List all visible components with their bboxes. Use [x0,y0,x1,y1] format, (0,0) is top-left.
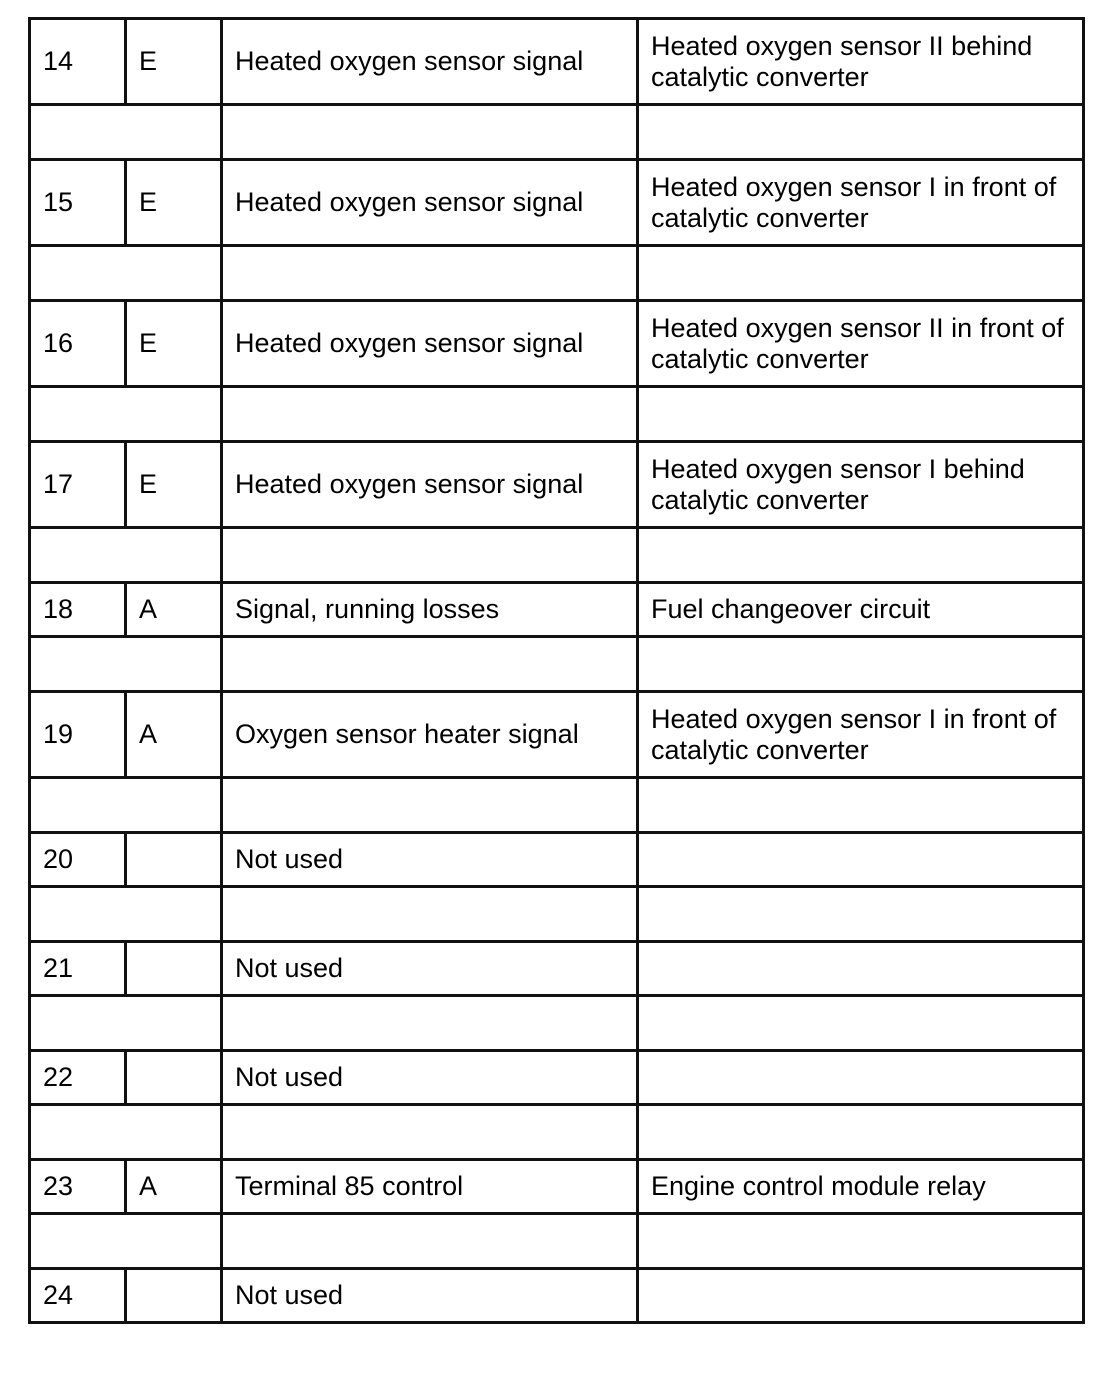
component-description-cell: Fuel changeover circuit [638,583,1084,637]
spacer-cell-description [638,887,1084,942]
spacer-cell-pin [30,528,222,583]
signal-function-cell: Heated oxygen sensor signal [222,160,638,246]
signal-direction-cell: E [126,19,222,105]
spacer-cell-function [222,246,638,301]
spacer-cell-description [638,528,1084,583]
pin-number-cell: 23 [30,1160,126,1214]
signal-function-cell: Not used [222,1051,638,1105]
component-description-cell: Heated oxygen sensor I behind catalytic converter [638,442,1084,528]
spacer-cell-function [222,387,638,442]
spacer-row [30,887,1084,942]
spacer-row [30,996,1084,1051]
spacer-row [30,105,1084,160]
spacer-cell-pin [30,387,222,442]
pin-number-cell: 17 [30,442,126,528]
pin-assignment-sheet [28,17,1082,1324]
pin-row [30,1269,1084,1323]
spacer-row [30,528,1084,583]
component-description-cell [638,833,1084,887]
spacer-row [30,637,1084,692]
signal-function-cell: Heated oxygen sensor signal [222,301,638,387]
signal-function-cell: Heated oxygen sensor signal [222,19,638,105]
spacer-cell-description [638,778,1084,833]
spacer-cell-description [638,996,1084,1051]
spacer-row [30,246,1084,301]
spacer-cell-pin [30,996,222,1051]
spacer-cell-pin [30,246,222,301]
pin-table-body [30,19,1084,1323]
pin-number-cell: 22 [30,1051,126,1105]
spacer-cell-function [222,1105,638,1160]
spacer-cell-function [222,637,638,692]
signal-direction-cell: E [126,160,222,246]
spacer-cell-description [638,387,1084,442]
spacer-cell-function [222,996,638,1051]
component-description-cell: Engine control module relay [638,1160,1084,1214]
spacer-cell-description [638,105,1084,160]
component-description-cell: Heated oxygen sensor II in front of catalytic converter [638,301,1084,387]
pin-number-cell: 21 [30,942,126,996]
signal-function-cell: Not used [222,1269,638,1323]
signal-direction-cell [126,942,222,996]
spacer-cell-function [222,887,638,942]
pin-row [30,583,1084,637]
spacer-cell-pin [30,1214,222,1269]
pin-row [30,942,1084,996]
signal-function-cell: Oxygen sensor heater signal [222,692,638,778]
pin-number-cell: 14 [30,19,126,105]
pin-number-cell: 16 [30,301,126,387]
spacer-cell-description [638,1105,1084,1160]
pin-number-cell: 15 [30,160,126,246]
spacer-cell-description [638,637,1084,692]
signal-function-cell: Signal, running losses [222,583,638,637]
spacer-cell-pin [30,887,222,942]
component-description-cell [638,942,1084,996]
signal-direction-cell [126,1269,222,1323]
spacer-cell-pin [30,637,222,692]
pin-number-cell: 24 [30,1269,126,1323]
pin-row [30,442,1084,528]
component-description-cell [638,1269,1084,1323]
pin-row [30,1160,1084,1214]
pin-number-cell: 19 [30,692,126,778]
spacer-cell-description [638,246,1084,301]
signal-function-cell: Heated oxygen sensor signal [222,442,638,528]
signal-direction-cell [126,1051,222,1105]
pin-row [30,160,1084,246]
spacer-row [30,1105,1084,1160]
spacer-row [30,778,1084,833]
spacer-cell-function [222,528,638,583]
signal-direction-cell [126,833,222,887]
spacer-row [30,387,1084,442]
signal-function-cell: Not used [222,942,638,996]
spacer-cell-function [222,778,638,833]
spacer-row [30,1214,1084,1269]
pin-assignment-table [28,17,1085,1324]
spacer-cell-function [222,105,638,160]
component-description-cell: Heated oxygen sensor II behind catalytic converter [638,19,1084,105]
component-description-cell: Heated oxygen sensor I in front of catalytic converter [638,160,1084,246]
spacer-cell-pin [30,105,222,160]
signal-function-cell: Not used [222,833,638,887]
spacer-cell-description [638,1214,1084,1269]
spacer-cell-pin [30,778,222,833]
spacer-cell-function [222,1214,638,1269]
pin-row [30,833,1084,887]
signal-function-cell: Terminal 85 control [222,1160,638,1214]
pin-number-cell: 18 [30,583,126,637]
pin-row [30,301,1084,387]
component-description-cell: Heated oxygen sensor I in front of catalytic converter [638,692,1084,778]
signal-direction-cell: A [126,583,222,637]
component-description-cell [638,1051,1084,1105]
spacer-cell-pin [30,1105,222,1160]
pin-number-cell: 20 [30,833,126,887]
signal-direction-cell: A [126,1160,222,1214]
pin-row [30,1051,1084,1105]
signal-direction-cell: E [126,301,222,387]
pin-row [30,19,1084,105]
signal-direction-cell: A [126,692,222,778]
pin-row [30,692,1084,778]
signal-direction-cell: E [126,442,222,528]
